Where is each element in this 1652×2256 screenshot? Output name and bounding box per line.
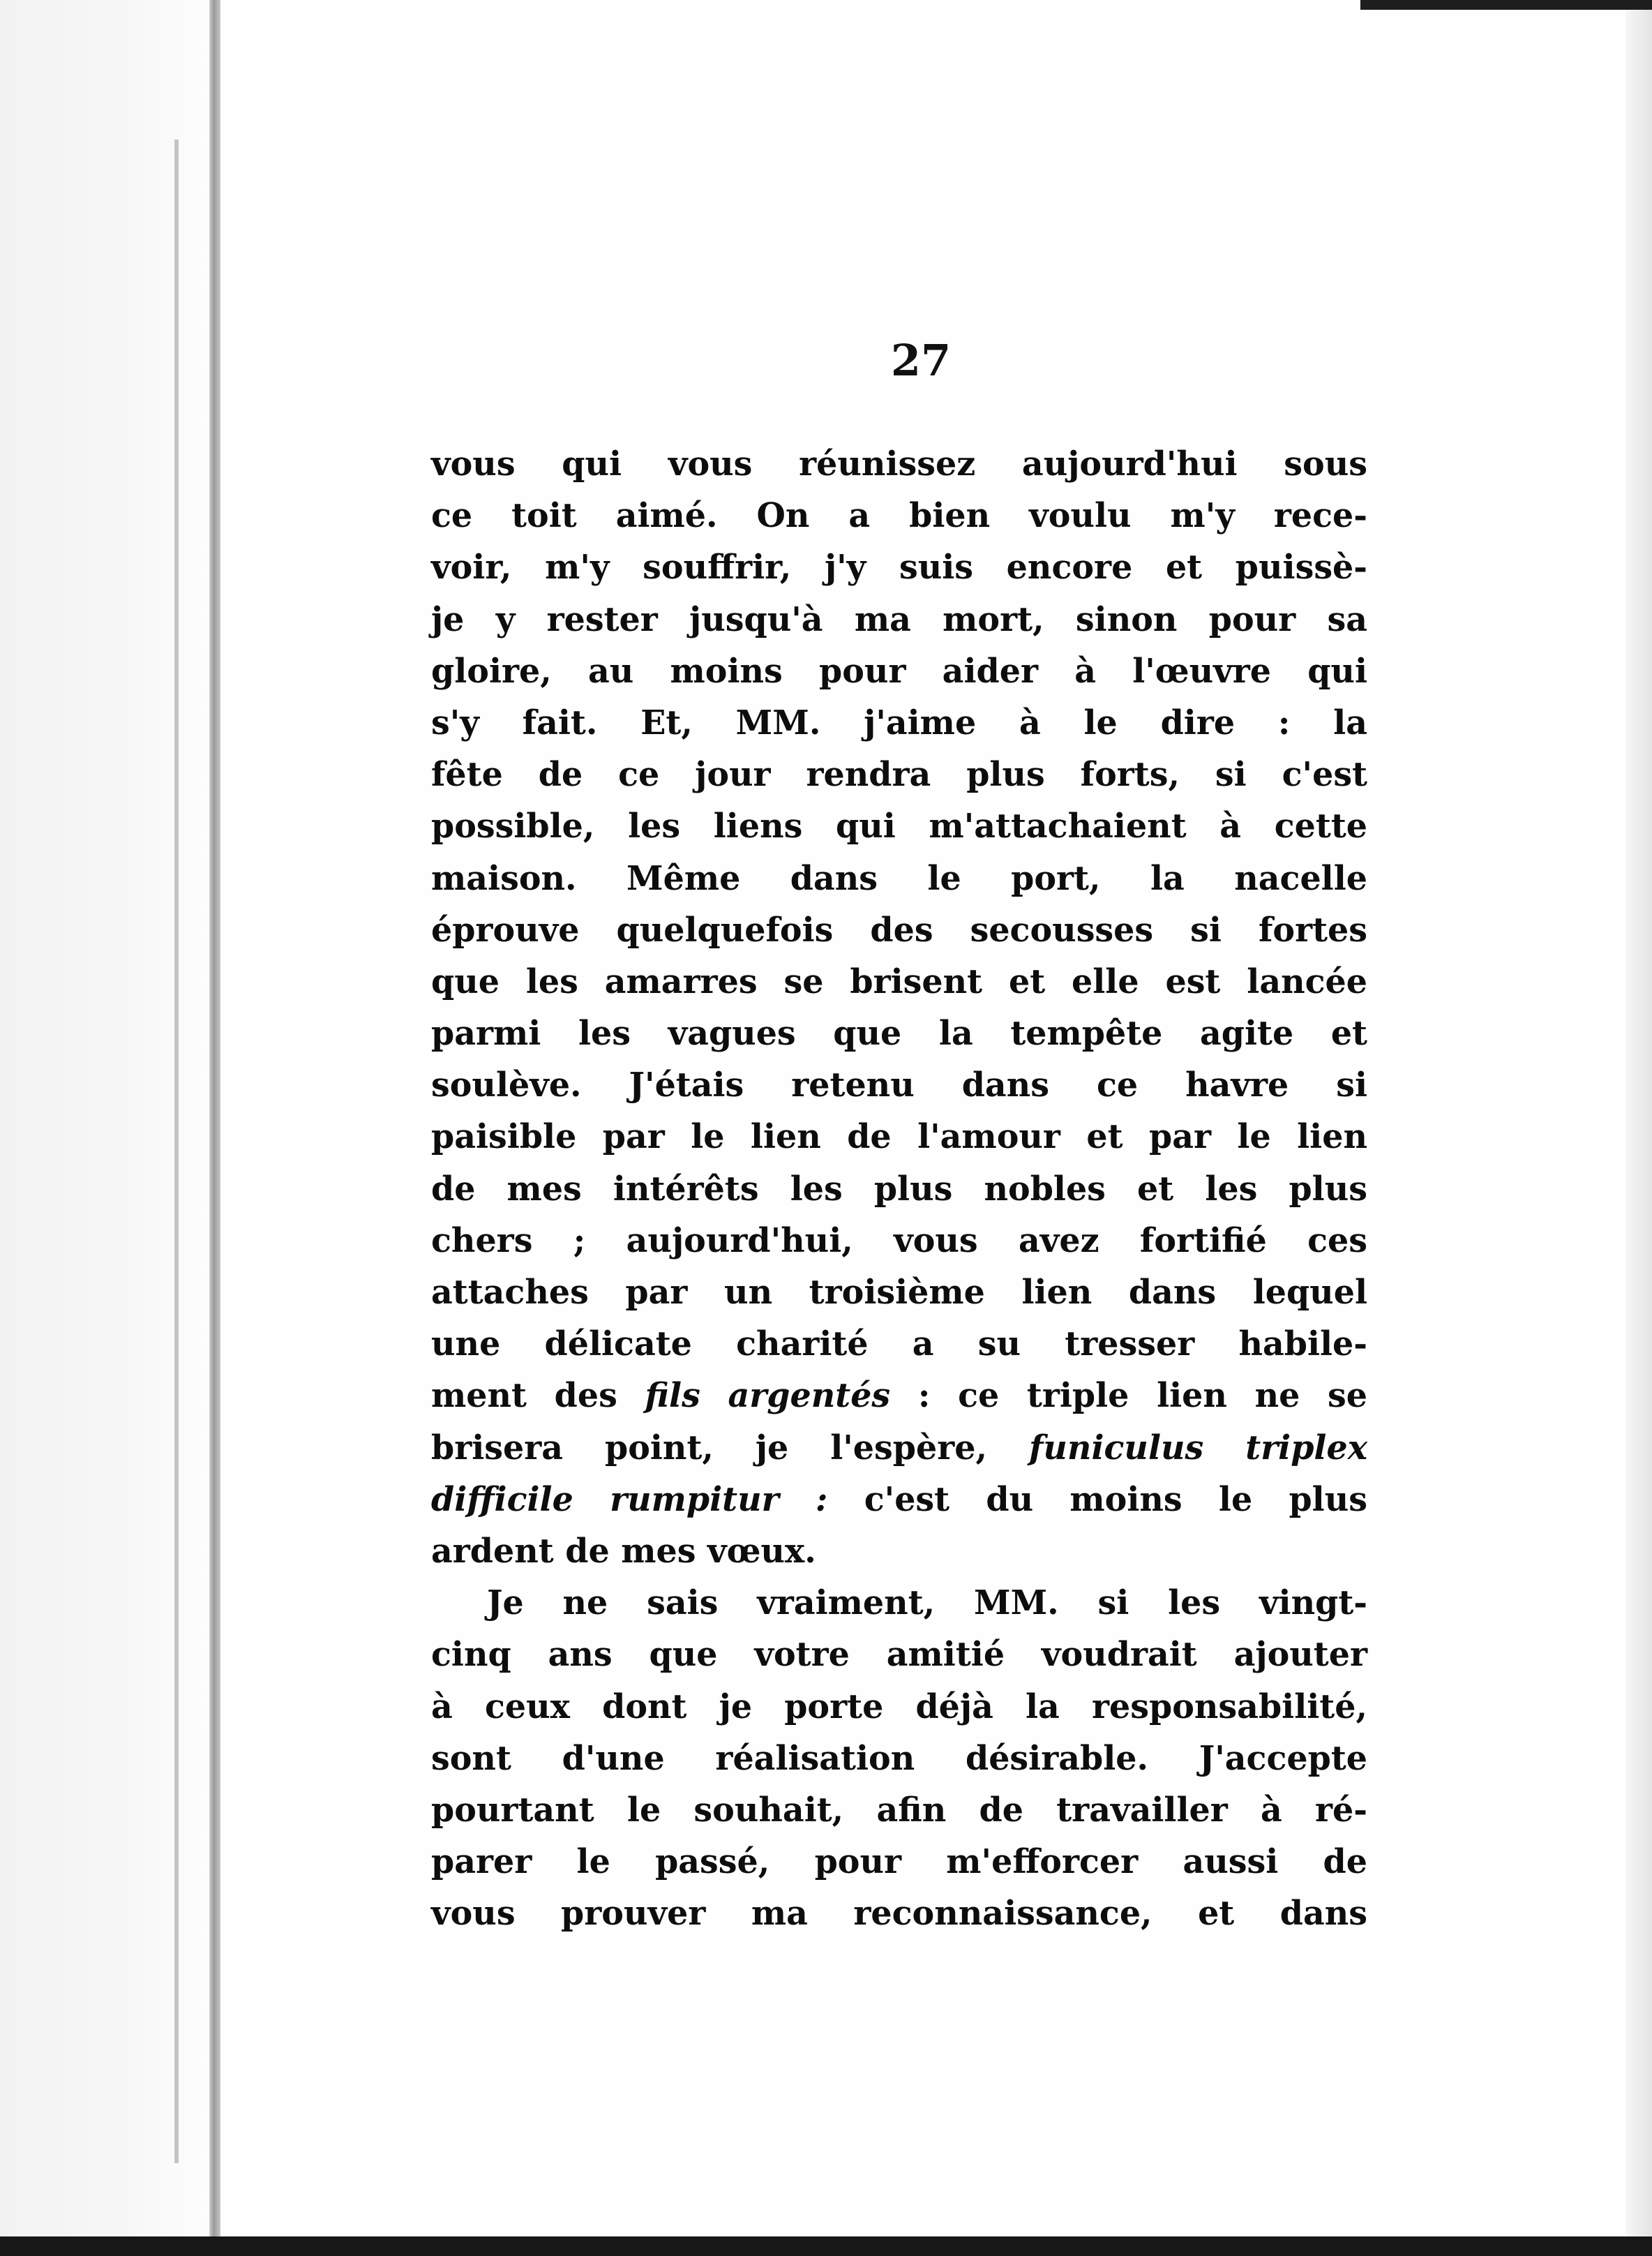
text-line — [431, 1733, 1367, 1784]
page-number: 27 — [890, 335, 952, 386]
text-run: éprouve quelquefois des secousses si fortes — [431, 910, 1367, 950]
text-line — [431, 1474, 1367, 1525]
bottom-scan-border — [0, 2236, 1652, 2256]
book-spine-edge — [209, 0, 220, 2256]
text-line — [431, 438, 1367, 490]
text-run: vous prouver ma reconnaissance, et dans — [431, 1894, 1367, 1934]
italic-text: funiculus triplex — [1028, 1428, 1368, 1467]
body-text — [431, 438, 1367, 1939]
text-line — [431, 1059, 1367, 1111]
text-run: paisible par le lien de l'amour et par le lien — [431, 1117, 1367, 1157]
text-line — [431, 956, 1367, 1008]
text-line — [431, 1577, 1367, 1629]
text-run: Je ne sais vraiment, MM. si les vingt- — [487, 1583, 1367, 1623]
text-run: ment des — [431, 1376, 645, 1416]
text-run: vous qui vous réunissez aujourd'hui sous — [431, 445, 1367, 484]
text-run: sont d'une réalisation désirable. J'accepte — [431, 1738, 1367, 1778]
text-run: que les amarres se brisent et elle est lancée — [431, 962, 1367, 1001]
text-run: gloire, au moins pour aider à l'œuvre qui — [431, 651, 1367, 691]
text-line — [431, 1008, 1367, 1059]
text-line — [431, 697, 1367, 749]
text-line — [431, 749, 1367, 800]
italic-text: difficile rumpitur : — [431, 1479, 828, 1519]
text-line — [431, 800, 1367, 852]
text-run: voir, m'y souffrir, j'y suis encore et puissè- — [431, 548, 1367, 588]
text-line — [431, 1888, 1367, 1939]
text-run: : ce triple lien ne se — [890, 1376, 1367, 1416]
text-run: parmi les vagues que la tempête agite et — [431, 1014, 1367, 1054]
text-line — [431, 1525, 1367, 1577]
text-run: maison. Même dans le port, la nacelle — [431, 858, 1367, 898]
text-run: soulève. J'étais retenu dans ce havre si — [431, 1066, 1367, 1105]
text-line — [431, 1111, 1367, 1163]
text-run: attaches par un troisième lien dans lequel — [431, 1273, 1367, 1312]
text-line — [431, 853, 1367, 904]
top-scan-border — [1360, 0, 1652, 10]
text-line — [431, 1318, 1367, 1370]
text-run: s'y fait. Et, MM. j'aime à le dire : la — [431, 703, 1367, 742]
text-run: chers ; aujourd'hui, vous avez fortifié ces — [431, 1220, 1367, 1260]
text-run: pourtant le souhait, afin de travailler à ré- — [431, 1790, 1367, 1830]
text-line — [431, 1215, 1367, 1267]
text-line — [431, 1267, 1367, 1318]
text-line — [431, 541, 1367, 593]
binding-shadow — [174, 140, 179, 2163]
text-run: ardent de mes vœux. — [431, 1531, 816, 1571]
text-run: parer le passé, pour m'efforcer aussi de — [431, 1842, 1367, 1882]
text-line — [431, 1163, 1367, 1215]
text-line — [431, 1370, 1367, 1421]
text-line — [431, 1629, 1367, 1680]
text-run: de mes intérêts les plus nobles et les plus — [431, 1169, 1367, 1209]
text-line — [431, 1422, 1367, 1474]
text-run: à ceux dont je porte déjà la responsabilité, — [431, 1687, 1367, 1726]
italic-text: fils argentés — [645, 1376, 891, 1416]
text-line — [431, 490, 1367, 541]
text-line — [431, 594, 1367, 645]
text-run: possible, les liens qui m'attachaient à cette — [431, 807, 1367, 846]
right-page-edge — [1625, 0, 1652, 2256]
text-line — [431, 1784, 1367, 1836]
text-line — [431, 1836, 1367, 1888]
text-run: je y rester jusqu'à ma mort, sinon pour sa — [431, 599, 1367, 639]
text-run: brisera point, je l'espère, — [431, 1428, 1029, 1467]
text-run: fête de ce jour rendra plus forts, si c'est — [431, 755, 1367, 795]
text-line — [431, 904, 1367, 956]
text-run: une délicate charité a su tresser habile- — [431, 1324, 1367, 1364]
text-line — [431, 1681, 1367, 1733]
text-run: ce toit aimé. On a bien voulu m'y rece- — [431, 496, 1367, 536]
text-line — [431, 645, 1367, 697]
text-run: cinq ans que votre amitié voudrait ajouter — [431, 1635, 1367, 1675]
text-run: c'est du moins le plus — [827, 1479, 1367, 1519]
